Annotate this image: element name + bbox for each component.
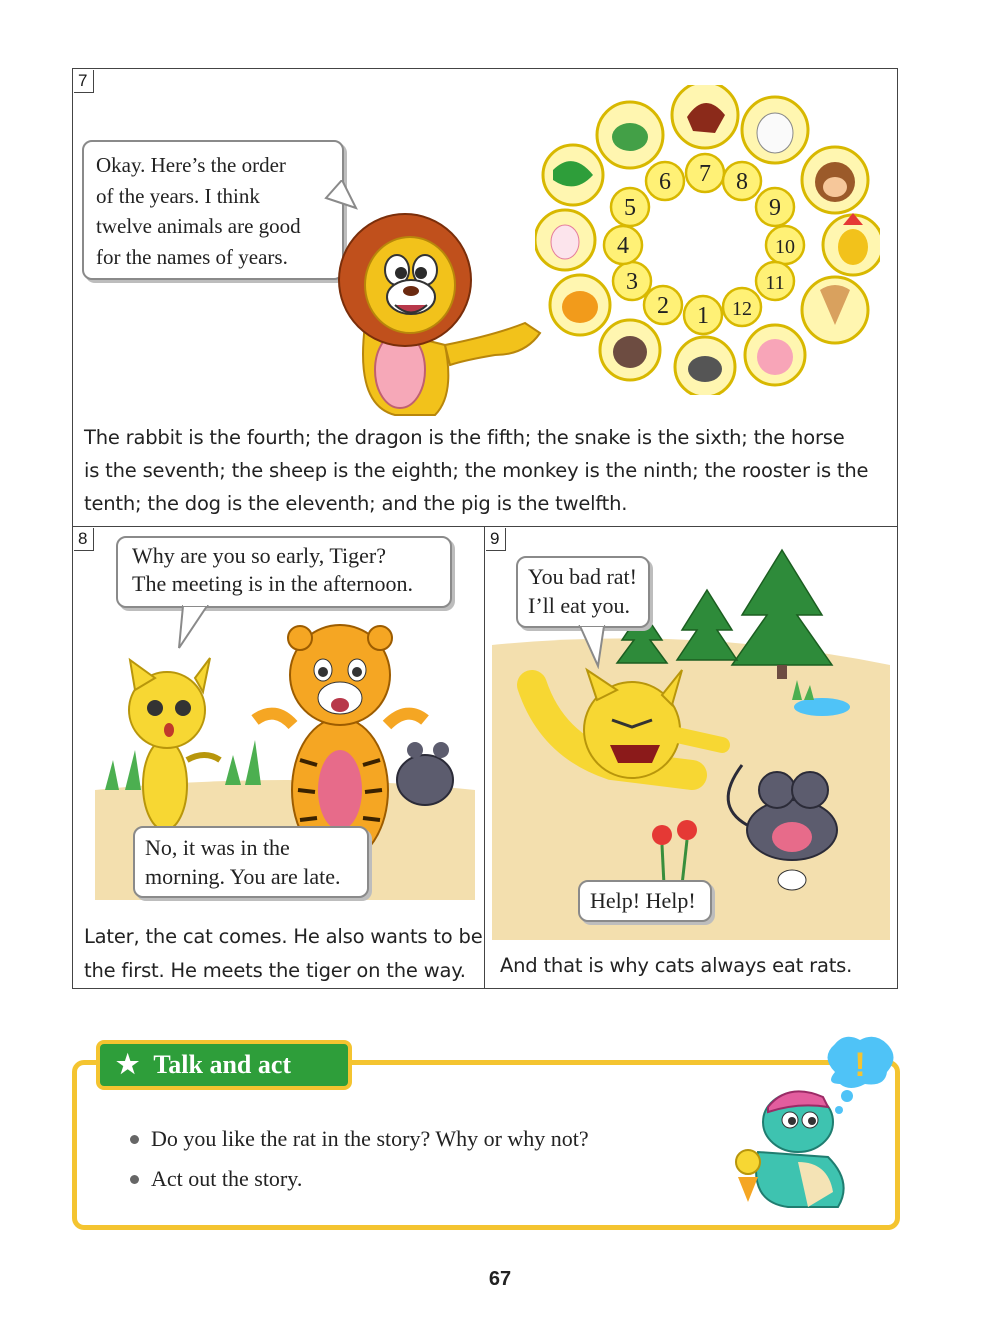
cat-speech-bubble-panel-8: Why are you so early, Tiger? The meeting is in the afternoon.: [116, 536, 452, 608]
rat-speech-bubble: Help! Help!: [578, 880, 712, 922]
wheel-number-6: 6: [659, 169, 671, 195]
cat-bubble-tail-panel-8: [175, 604, 215, 654]
panel-7-narration: The rabbit is the fourth; the dragon is the fifth; the snake is the sixth; the horse is the seventh; the sheep is the eighth; the monkey is the ninth; the rooster is the tenth; the dog is the eleventh; and the pig is the twelfth.: [84, 426, 869, 515]
talk-and-act-title: [96, 1040, 352, 1090]
wheel-number-3: 3: [626, 269, 638, 295]
wheel-number-8: 8: [736, 169, 748, 195]
tiger-speech-bubble: No, it was in the morning. You are late.: [133, 826, 369, 898]
panel-9-narration: And that is why cats always eat rats.: [500, 954, 853, 977]
talk-and-act-heading: Talk and act: [153, 1050, 292, 1079]
exclamation-mark: !: [854, 1046, 866, 1084]
wheel-number-7: 7: [699, 161, 711, 187]
talk-item-1: Do you like the rat in the story? Why or why not?: [130, 1126, 589, 1152]
lion-illustration: [325, 205, 560, 420]
lion-speech-bubble: Okay. Here’s the order of the years. I think twelve animals are good for the names of years.: [82, 140, 344, 280]
wheel-number-9: 9: [769, 195, 781, 221]
talk-item-2: Act out the story.: [130, 1166, 302, 1192]
wheel-number-12: 12: [732, 298, 752, 320]
cat-speech-bubble-panel-9: You bad rat! I’ll eat you.: [516, 556, 650, 628]
wheel-number-5: 5: [624, 195, 636, 221]
star-icon: ★: [116, 1050, 140, 1079]
dinosaur-character: [728, 1082, 858, 1210]
cat-bubble-tail-panel-9: [578, 624, 608, 669]
bullet-icon: [130, 1135, 139, 1144]
page-number: 67: [488, 1268, 512, 1290]
zodiac-number-wheel: [535, 85, 880, 395]
wheel-number-11: 11: [765, 272, 785, 294]
wheel-number-10: 10: [775, 236, 795, 258]
panel-8-number: 8: [74, 528, 94, 551]
bullet-icon: [130, 1175, 139, 1184]
panel-9-number: 9: [486, 528, 506, 551]
wheel-number-4: 4: [617, 233, 629, 259]
panel-8-narration: Later, the cat comes. He also wants to be the first. He meets the tiger on the way.: [84, 925, 483, 982]
wheel-number-2: 2: [657, 293, 669, 319]
panel-7-number: 7: [74, 70, 94, 93]
wheel-number-1: 1: [697, 303, 709, 329]
